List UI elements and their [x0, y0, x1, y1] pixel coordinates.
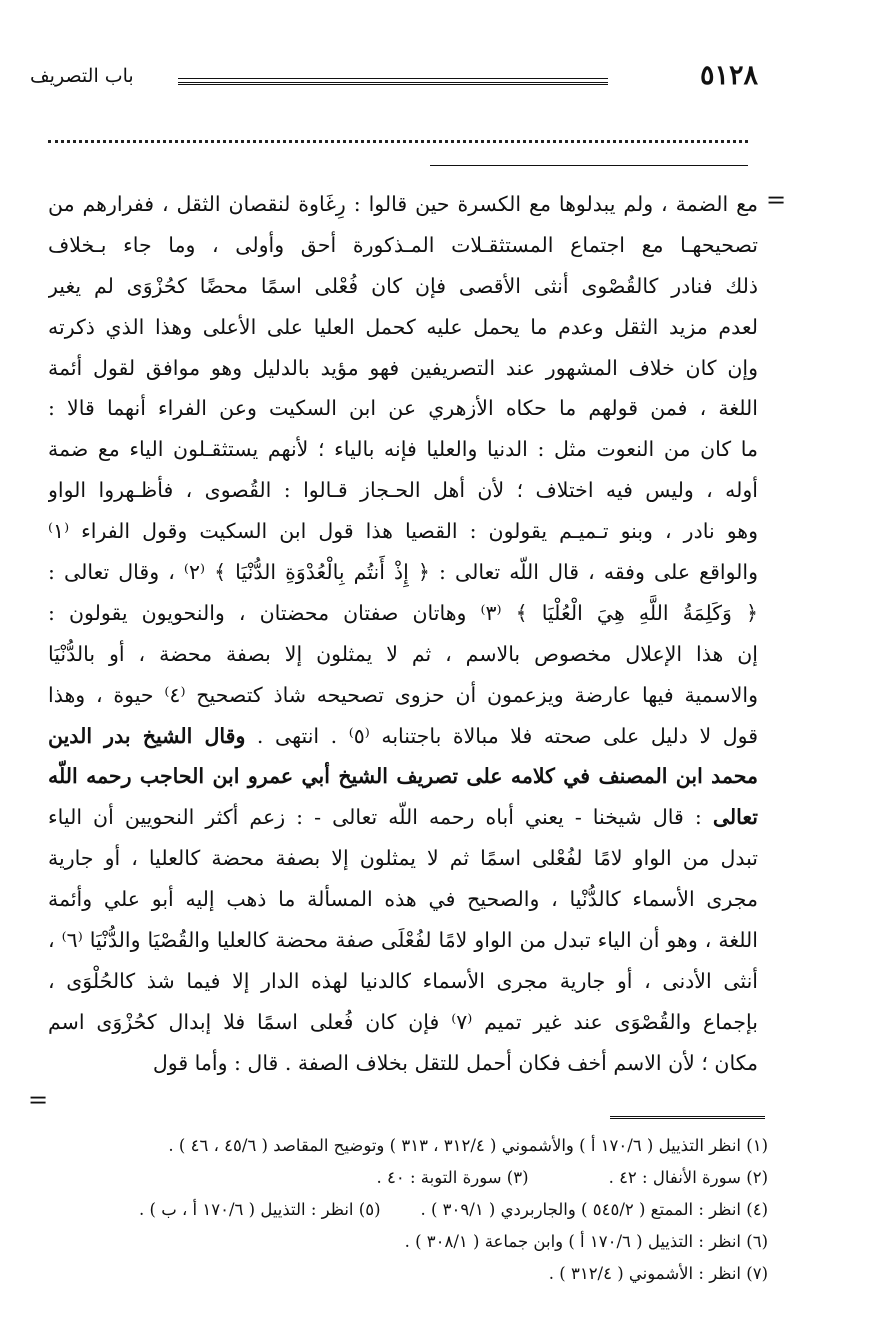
text-line: اللغة ، فمن قولهم ما حكاه الأزهري عن ابن السكيت وعن الفراء أنهما قالا : [48, 396, 758, 421]
text-line: أنثى الأدنى ، أو جارية مجرى الأسماء كالدنيا لهذه الدار إلا فيما شذ كالحُلْوَى ، [48, 968, 758, 993]
text-line: والواقع على وفقه ، قال اللّه تعالى : ﴿ إِذْ أَنتُم بِالْعُدْوَةِ الدُّنْيَا ﴾ ⁽٢⁾ ، وقال تعالى : [48, 560, 758, 585]
text-line: ذلك فنادر كالقُصْوى أنثى الأقصى فإن كان فُعْلى اسمًا محضًا كحُزْوَى لم يغير [48, 273, 758, 298]
text-line: مكان ؛ لأن الاسم أخف فكان أحمل للتقل بخلاف الصفة . قال : وأما قول [152, 1050, 758, 1075]
text-segment: : قال شيخنا - يعني أباه رحمه اللّه تعالى - : زعم أكثر النحويين أن الياء [48, 805, 713, 830]
text-line: ﴿ وَكَلِمَةُ اللَّهِ هِيَ الْعُلْيَا ﴾ ⁽٣⁾ وهاتان صفتان محضتان ، والنحويون يقولون : [48, 600, 758, 625]
text-line: مجرى الأسماء كالدُّنْيا ، والصحيح في هذه المسألة ما ذهب إليه أبو علي وأئمة [48, 887, 758, 912]
bold-heading-segment: تعالى [712, 805, 758, 830]
continuation-mark-start: = [766, 186, 787, 214]
text-line: والاسمية فيها عارضة ويزعمون أن حزوى تصحيحه شاذ كتصحيح ⁽٤⁾ حيوة ، وهذا [48, 682, 758, 707]
text-line: بإجماع والقُصْوَى عند غير تميم ⁽٧⁾ فإن كان فُعلى اسمًا فلا إبدال كحُزْوَى اسم [48, 1009, 758, 1034]
footnotes [30, 1130, 768, 1290]
text-line: وهو نادر ، وبنو تـميـم يقولون : القصيا هذا قول ابن السكيت وقول الفراء ⁽١⁾ [48, 519, 758, 544]
text-line: ما كان من النعوت مثل : الدنيا والعليا فإنه بالياء ؛ لأنهم يستثقـلون الياء مع ضمة [48, 437, 758, 462]
text-line: إن هذا الإعلال مخصوص بالاسم ، ثم لا يمثلون إلا بصفة محضة ، أو بالدُّنْيَا [48, 641, 758, 666]
short-separator-rule [430, 165, 748, 166]
footnote: (٧) انظر : الأشموني ( ٣١٢/٤ ) . [548, 1264, 768, 1283]
footnote-rule [610, 1116, 765, 1121]
footnote: (٢) سورة الأنفال : ٤٢ . [608, 1168, 768, 1187]
bold-heading-segment: وقال الشيخ بدر الدين [48, 723, 246, 748]
text-line: مع الضمة ، ولم يبدلوها مع الكسرة حين قالوا : رِغَاوة لنقصان الثقل ، ففرارهم من [48, 192, 758, 216]
footnote: (٥) انظر : التذييل ( ١٧٠/٦ أ ، ب ) . [139, 1200, 381, 1219]
chapter-title: باب التصريف [30, 65, 134, 87]
text-line: أوله ، وليس فيه اختلاف ؛ لأن أهل الحـجاز قـالوا : القُصوى ، فأظـهروا الواو [48, 478, 758, 503]
footnote: (٦) انظر : التذييل ( ١٧٠/٦ أ ) وابن جماعة ( ٣٠٨/١ ) . [404, 1232, 768, 1251]
text-line: لعدم مزيد الثقل وعدم ما يحمل عليه كحمل العليا على الأعلى وهذا الذي ذكرته [48, 314, 758, 339]
text-line: تصحيحهـا مع اجتماع المستثقـلات المـذكورة أحق وأولى ، وما جاء بـخلاف [48, 232, 758, 257]
footnote: (٤) انظر : الممتع ( ٥٤٥/٢ ) والجاربردي ( ٣٠٩/١ ) . [420, 1200, 768, 1219]
continuation-mark-end: = [28, 1086, 49, 1114]
text-line-mixed [48, 797, 758, 838]
header-rule [178, 78, 608, 85]
text-line: تبدل من الواو لامًا لفُعْلى اسمًا ثم لا يمثلون إلا بصفة محضة كالعليا ، أو جارية [48, 846, 758, 871]
footnote: (٣) سورة التوبة : ٤٠ . [376, 1168, 529, 1187]
dotted-separator [48, 140, 748, 143]
main-text [48, 184, 758, 1084]
text-segment: قول لا دليل على صحته فلا مبالاة باجتنابه ⁽٥⁾ . انتهى . [245, 723, 758, 748]
footnote-row [30, 1162, 768, 1194]
bold-text-line: محمد ابن المصنف في كلامه على تصريف الشيخ أبي عمرو ابن الحاجب رحمه اللّه [48, 764, 758, 789]
text-line: وإن كان خلاف المشهور عند التصريفين فهو مؤيد بالدليل وهو موافق لقول أئمة [48, 355, 758, 380]
page-header [30, 58, 758, 98]
text-line-mixed [48, 716, 758, 757]
footnote-row [30, 1194, 768, 1226]
footnote: (١) انظر التذييل ( ١٧٠/٦ أ ) والأشموني ( ٣١٢/٤ ، ٣١٣ ) وتوضيح المقاصد ( ٤٥/٦ ، ٤٦ ) . [168, 1136, 768, 1155]
text-line: اللغة ، وهو أن الياء تبدل من الواو لامًا لفُعْلَى صفة محضة كالعليا والقُصْيَا والدُّنْيَا ⁽٦⁾ ، [48, 928, 758, 953]
page-number: ٥١٢٨ [699, 60, 758, 91]
